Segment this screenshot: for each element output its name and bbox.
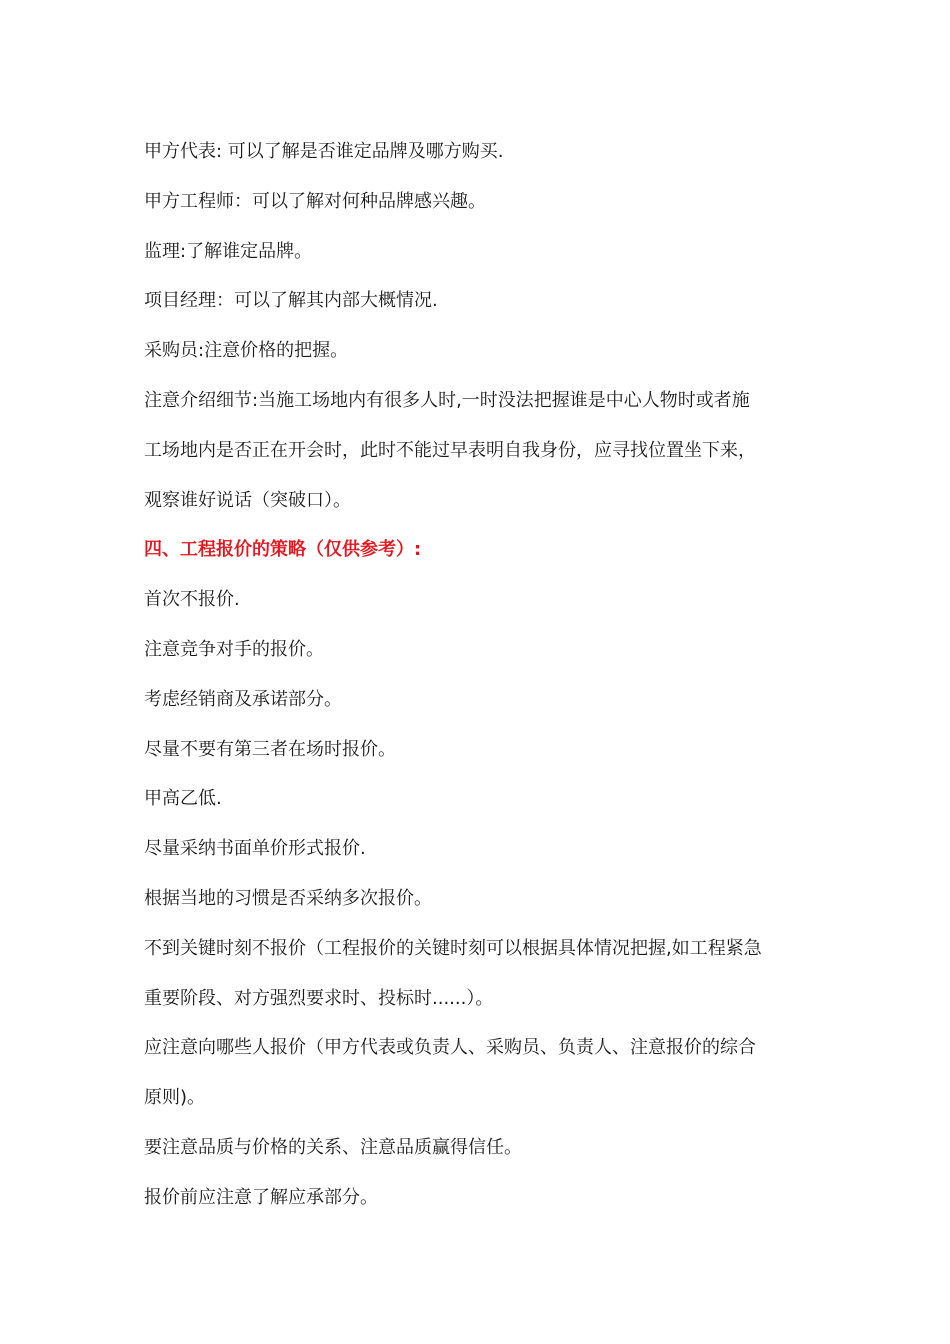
text-line: 尽量不要有第三者在场时报价。 [144, 738, 396, 760]
text-line: 甲方工程师：可以了解对何种品牌感兴趣。 [144, 190, 486, 212]
document-body [144, 127, 814, 1223]
text-line: 甲方代表: 可以了解是否谁定品牌及哪方购买. [144, 141, 504, 162]
text-line: 监理:了解谁定品牌。 [144, 240, 313, 262]
text-line: 工场地内是否正在开会时，此时不能过早表明自我身份，应寻找位置坐下来， [144, 439, 756, 461]
text-line: 甲高乙低. [144, 788, 222, 810]
text-line: 重要阶段、对方强烈要求时、投标时......）。 [144, 987, 494, 1009]
text-line: 首次不报价. [144, 589, 240, 611]
text-line: 原则)。 [144, 1087, 206, 1109]
text-line: 根据当地的习惯是否采纳多次报价。 [144, 887, 432, 909]
text-line: 观察谁好说话（突破口）。 [144, 489, 351, 511]
text-line: 尽量采纳书面单价形式报价. [144, 838, 366, 860]
text-line: 项目经理：可以了解其内部大概情况. [144, 290, 438, 312]
text-line: 报价前应注意了解应承部分。 [144, 1186, 378, 1208]
text-line: 注意竞争对手的报价。 [144, 638, 324, 660]
text-line: 考虑经销商及承诺部分。 [144, 688, 342, 710]
text-line: 不到关键时刻不报价（工程报价的关键时刻可以根据具体情况把握,如工程紧急 [144, 937, 762, 959]
text-line: 要注意品质与价格的关系、注意品质赢得信任。 [144, 1136, 522, 1158]
text-line: 注意介绍细节:当施工场地内有很多人时,一时没法把握谁是中心人物时或者施 [144, 389, 750, 411]
text-line: 采购员:注意价格的把握。 [144, 340, 349, 362]
text-line: 应注意向哪些人报价（甲方代表或负责人、采购员、负责人、注意报价的综合 [144, 1037, 756, 1059]
section-heading: 四、工程报价的策略（仅供参考）: [144, 539, 422, 561]
